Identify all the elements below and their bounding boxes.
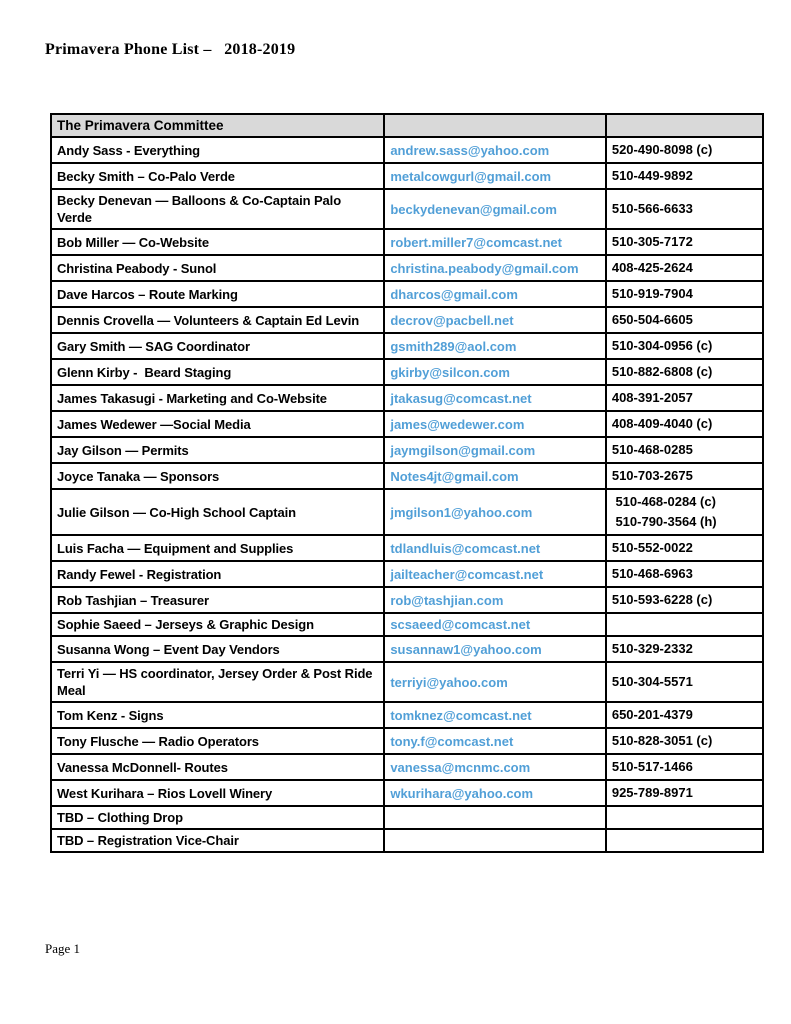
phone-number: 510-329-2332 bbox=[611, 641, 693, 656]
email-cell bbox=[384, 780, 606, 806]
table-row bbox=[51, 702, 763, 728]
phone-number: 925-789-8971 bbox=[611, 785, 693, 800]
phone-cell bbox=[606, 780, 763, 806]
phone-number: 510-593-6228 (c) bbox=[611, 592, 713, 607]
member-name-role-cell: TBD – Clothing Drop bbox=[51, 806, 384, 829]
phone-cell bbox=[606, 137, 763, 163]
phone-cell bbox=[606, 535, 763, 561]
email-cell bbox=[384, 806, 606, 829]
email-cell bbox=[384, 385, 606, 411]
phone-cell bbox=[606, 806, 763, 829]
phone-cell bbox=[606, 255, 763, 281]
table-row bbox=[51, 281, 763, 307]
email-link[interactable]: gkirby@silcon.com bbox=[390, 364, 510, 380]
member-name-role-cell: Becky Smith – Co-Palo Verde bbox=[51, 163, 384, 189]
email-cell bbox=[384, 307, 606, 333]
member-name-role-cell: Glenn Kirby - Beard Staging bbox=[51, 359, 384, 385]
member-name-role-cell: Dave Harcos – Route Marking bbox=[51, 281, 384, 307]
table-row bbox=[51, 489, 763, 535]
table-row bbox=[51, 535, 763, 561]
email-cell bbox=[384, 281, 606, 307]
email-cell bbox=[384, 829, 606, 852]
email-cell bbox=[384, 359, 606, 385]
email-link[interactable]: christina.peabody@gmail.com bbox=[390, 260, 579, 276]
phone-number: 510-790-3564 (h) bbox=[611, 514, 717, 529]
phone-cell bbox=[606, 333, 763, 359]
email-cell bbox=[384, 229, 606, 255]
phone-cell bbox=[606, 561, 763, 587]
email-link[interactable]: dharcos@gmail.com bbox=[390, 286, 518, 302]
phone-number: 510-468-0284 (c) bbox=[611, 494, 716, 509]
member-name-role-cell: Randy Fewel - Registration bbox=[51, 561, 384, 587]
table-row bbox=[51, 385, 763, 411]
table-row bbox=[51, 255, 763, 281]
email-link[interactable]: metalcowgurl@gmail.com bbox=[390, 168, 552, 184]
table-row bbox=[51, 189, 763, 229]
phone-cell bbox=[606, 385, 763, 411]
phone-cell bbox=[606, 229, 763, 255]
member-name-role-cell: TBD – Registration Vice-Chair bbox=[51, 829, 384, 852]
member-name-role-cell: Dennis Crovella — Volunteers & Captain Ed Levin bbox=[51, 307, 384, 333]
email-link[interactable]: beckydenevan@gmail.com bbox=[390, 201, 557, 217]
email-cell bbox=[384, 754, 606, 780]
phone-cell bbox=[606, 281, 763, 307]
email-cell bbox=[384, 587, 606, 613]
phone-number: 520-490-8098 (c) bbox=[611, 142, 713, 157]
phone-number: 510-305-7172 bbox=[611, 234, 693, 249]
email-link[interactable]: robert.miller7@comcast.net bbox=[390, 234, 562, 250]
email-link[interactable]: Notes4jt@gmail.com bbox=[390, 468, 519, 484]
member-name-role-cell: Jay Gilson — Permits bbox=[51, 437, 384, 463]
email-cell bbox=[384, 702, 606, 728]
email-cell bbox=[384, 535, 606, 561]
phone-cell bbox=[606, 587, 763, 613]
phone-number: 510-919-7904 bbox=[611, 286, 693, 301]
table-row bbox=[51, 411, 763, 437]
table-header-row bbox=[51, 114, 763, 137]
phone-number: 510-449-9892 bbox=[611, 168, 693, 183]
email-cell bbox=[384, 189, 606, 229]
email-link[interactable]: jaymgilson@gmail.com bbox=[390, 442, 536, 458]
phone-number: 510-552-0022 bbox=[611, 540, 693, 555]
phone-cell bbox=[606, 829, 763, 852]
email-link[interactable]: tdlandluis@comcast.net bbox=[390, 540, 541, 556]
email-cell bbox=[384, 333, 606, 359]
table-header-committee: The Primavera Committee bbox=[51, 114, 384, 137]
phone-number: 650-201-4379 bbox=[611, 707, 693, 722]
table-header-phone-cell bbox=[606, 114, 763, 137]
phone-number: 510-468-0285 bbox=[611, 442, 693, 457]
member-name-role-cell: Rob Tashjian – Treasurer bbox=[51, 587, 384, 613]
table-row bbox=[51, 163, 763, 189]
email-cell bbox=[384, 613, 606, 636]
member-name-role-cell: Andy Sass - Everything bbox=[51, 137, 384, 163]
phone-cell bbox=[606, 189, 763, 229]
phone-number: 510-517-1466 bbox=[611, 759, 693, 774]
member-name-role-cell: Gary Smith — SAG Coordinator bbox=[51, 333, 384, 359]
member-name-role-cell: Vanessa McDonnell- Routes bbox=[51, 754, 384, 780]
table-row bbox=[51, 587, 763, 613]
phone-cell bbox=[606, 728, 763, 754]
email-link[interactable]: tomknez@comcast.net bbox=[390, 707, 532, 723]
table-row bbox=[51, 307, 763, 333]
phone-number: 510-828-3051 (c) bbox=[611, 733, 713, 748]
table-row bbox=[51, 137, 763, 163]
member-name-role-cell: Terri Yi — HS coordinator, Jersey Order & Post Ride Meal bbox=[51, 662, 384, 702]
email-link[interactable]: scsaeed@comcast.net bbox=[390, 617, 531, 632]
email-link[interactable]: gsmith289@aol.com bbox=[390, 338, 517, 354]
phone-cell bbox=[606, 437, 763, 463]
member-name-role-cell: James Wedewer —Social Media bbox=[51, 411, 384, 437]
table-row bbox=[51, 437, 763, 463]
phone-cell bbox=[606, 411, 763, 437]
table-row bbox=[51, 613, 763, 636]
phone-cell bbox=[606, 359, 763, 385]
table-row bbox=[51, 636, 763, 662]
email-cell bbox=[384, 437, 606, 463]
table-row bbox=[51, 359, 763, 385]
email-cell bbox=[384, 636, 606, 662]
member-name-role-cell: Joyce Tanaka — Sponsors bbox=[51, 463, 384, 489]
page-title: Primavera Phone List – 2018-2019 bbox=[45, 41, 296, 58]
table-row bbox=[51, 728, 763, 754]
phone-cell bbox=[606, 307, 763, 333]
email-link[interactable]: rob@tashjian.com bbox=[390, 592, 504, 608]
phone-number: 408-391-2057 bbox=[611, 390, 693, 405]
table-header-email-cell bbox=[384, 114, 606, 137]
phone-number: 650-504-6605 bbox=[611, 312, 693, 327]
phone-cell bbox=[606, 463, 763, 489]
member-name-role-cell: West Kurihara – Rios Lovell Winery bbox=[51, 780, 384, 806]
page-number: Page 1 bbox=[45, 941, 81, 956]
email-link[interactable]: jtakasug@comcast.net bbox=[390, 390, 532, 406]
table-row bbox=[51, 463, 763, 489]
table-row bbox=[51, 561, 763, 587]
email-cell bbox=[384, 463, 606, 489]
phone-number: 510-703-2675 bbox=[611, 468, 693, 483]
phone-cell bbox=[606, 613, 763, 636]
member-name-role-cell: Tom Kenz - Signs bbox=[51, 702, 384, 728]
email-link[interactable]: susannaw1@yahoo.com bbox=[390, 641, 542, 657]
member-name-role-cell: Susanna Wong – Event Day Vendors bbox=[51, 636, 384, 662]
phone-number: 408-425-2624 bbox=[611, 260, 693, 275]
table-row bbox=[51, 333, 763, 359]
phone-number: 408-409-4040 (c) bbox=[611, 416, 713, 431]
table-row bbox=[51, 754, 763, 780]
email-link[interactable]: terriyi@yahoo.com bbox=[390, 674, 508, 690]
phone-cell bbox=[606, 702, 763, 728]
phone-cell bbox=[606, 754, 763, 780]
table-row bbox=[51, 806, 763, 829]
email-link[interactable]: jmgilson1@yahoo.com bbox=[390, 504, 533, 520]
phone-number: 510-882-6808 (c) bbox=[611, 364, 713, 379]
table-row bbox=[51, 780, 763, 806]
email-cell bbox=[384, 255, 606, 281]
member-name-role-cell: Tony Flusche — Radio Operators bbox=[51, 728, 384, 754]
member-name-role-cell: Luis Facha — Equipment and Supplies bbox=[51, 535, 384, 561]
member-name-role-cell: Sophie Saeed – Jerseys & Graphic Design bbox=[51, 613, 384, 636]
email-link[interactable]: tony.f@comcast.net bbox=[390, 733, 514, 749]
email-cell bbox=[384, 561, 606, 587]
phone-number: 510-468-6963 bbox=[611, 566, 693, 581]
email-cell bbox=[384, 662, 606, 702]
phone-number: 510-304-5571 bbox=[611, 674, 693, 689]
table-row bbox=[51, 229, 763, 255]
email-cell bbox=[384, 137, 606, 163]
email-link[interactable]: andrew.sass@yahoo.com bbox=[390, 142, 550, 158]
phone-cell bbox=[606, 489, 763, 535]
member-name-role-cell: Julie Gilson — Co-High School Captain bbox=[51, 489, 384, 535]
table-row bbox=[51, 662, 763, 702]
email-cell bbox=[384, 411, 606, 437]
table-row bbox=[51, 829, 763, 852]
email-link[interactable]: wkurihara@yahoo.com bbox=[390, 785, 534, 801]
phone-cell bbox=[606, 662, 763, 702]
member-name-role-cell: Christina Peabody - Sunol bbox=[51, 255, 384, 281]
phone-cell bbox=[606, 636, 763, 662]
email-cell bbox=[384, 163, 606, 189]
phone-number: 510-304-0956 (c) bbox=[611, 338, 713, 353]
email-cell bbox=[384, 728, 606, 754]
email-cell bbox=[384, 489, 606, 535]
email-link[interactable]: james@wedewer.com bbox=[390, 416, 525, 432]
member-name-role-cell: Bob Miller — Co-Website bbox=[51, 229, 384, 255]
email-link[interactable]: decrov@pacbell.net bbox=[390, 312, 514, 328]
member-name-role-cell: Becky Denevan — Balloons & Co-Captain Palo Verde bbox=[51, 189, 384, 229]
phone-cell bbox=[606, 163, 763, 189]
member-name-role-cell: James Takasugi - Marketing and Co-Website bbox=[51, 385, 384, 411]
email-link[interactable]: jailteacher@comcast.net bbox=[390, 566, 544, 582]
committee-phone-table bbox=[50, 113, 764, 853]
email-link[interactable]: vanessa@mcnmc.com bbox=[390, 759, 531, 775]
phone-number: 510-566-6633 bbox=[611, 201, 693, 216]
